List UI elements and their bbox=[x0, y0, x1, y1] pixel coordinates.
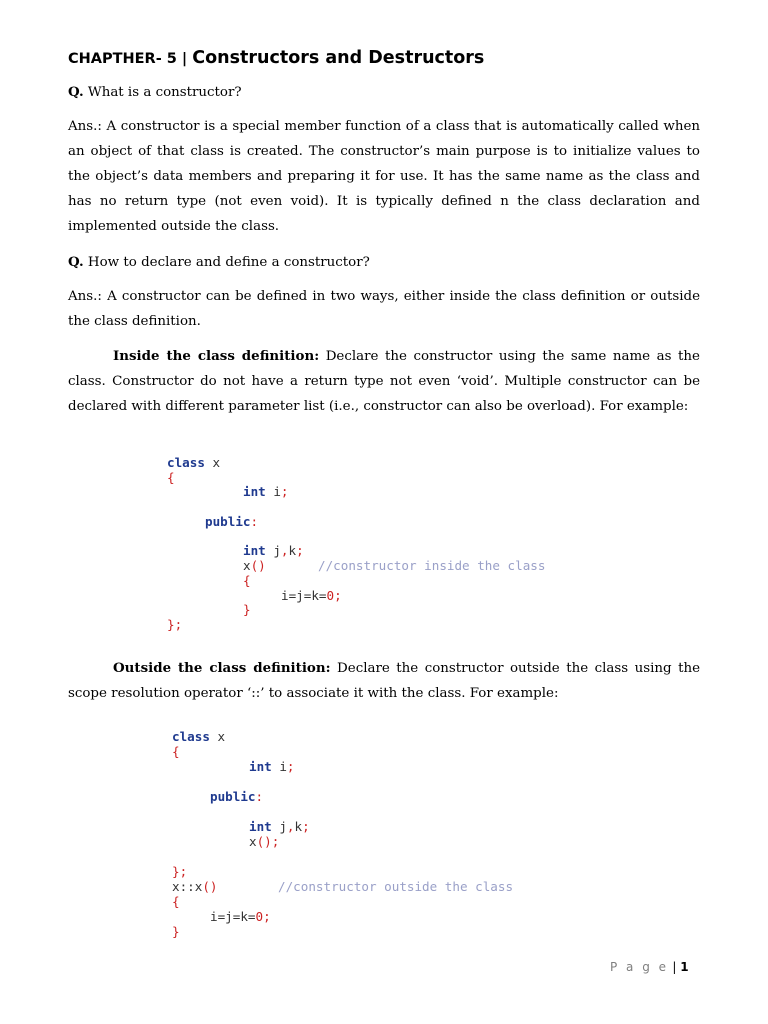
code1-ctor-open: { bbox=[243, 573, 251, 588]
outside-definition-paragraph bbox=[68, 656, 700, 706]
code1-line-class bbox=[167, 455, 220, 470]
inside-definition-paragraph bbox=[68, 344, 700, 419]
code2-line-scope: x::x() bbox=[172, 879, 218, 894]
code2-line-int-i: int i; bbox=[249, 759, 295, 774]
code2-def-open bbox=[172, 894, 180, 909]
code2-line-ctor-decl: x(); bbox=[249, 834, 280, 849]
code1-zero: 0 bbox=[326, 588, 335, 603]
code2-line-int-jk: int j,k; bbox=[249, 819, 310, 834]
code1-var-i: i bbox=[265, 484, 281, 499]
code1-ctor-name: x bbox=[243, 558, 251, 573]
code2-def-close bbox=[172, 924, 180, 939]
outside-definition-text: Declare the constructor outside the class using the scope resolution operator ‘::’ to associate it with the class. For example: bbox=[68, 661, 701, 701]
code2-var-i: i bbox=[271, 759, 287, 774]
code1-line-public: public: bbox=[205, 514, 259, 529]
answer-1: Ans.: A constructor is a special member function of a class that is automatically called when an object of that class is created. The constructor’s main purpose is to initialize values to the object’s data members and preparing it for use. It has the same name as the class and has no return type (not even void). It is typically defined n the class declaration and implemented outside the class. bbox=[68, 119, 700, 234]
inside-definition-text: Declare the constructor using the same name as the class. Constructor do not have a return type not even ‘void’. Multiple constructor can be declared with different parameter list (i.e., constructor can also be overload). For example: bbox=[68, 349, 700, 414]
question-2-label: Q. bbox=[68, 254, 84, 270]
chapter-title bbox=[68, 48, 484, 68]
chapter-main-title: Constructors and Destructors bbox=[192, 48, 485, 68]
code2-class-close bbox=[172, 864, 187, 879]
code2-public-keyword: public bbox=[210, 789, 256, 804]
question-1 bbox=[68, 82, 242, 103]
page-separator: | bbox=[668, 960, 681, 974]
code1-var-j: j bbox=[265, 543, 281, 558]
code1-ctor-close-text: } bbox=[243, 602, 251, 617]
code2-var-j: j bbox=[271, 819, 287, 834]
code2-var-k: k bbox=[294, 819, 303, 834]
chapter-prefix: CHAPTHER- 5 | bbox=[68, 51, 193, 67]
code1-comment: //constructor inside the class bbox=[318, 558, 546, 573]
code2-open-brace bbox=[172, 744, 180, 759]
code2-def-body: i=j=k=0; bbox=[210, 909, 271, 924]
code1-class-keyword: class bbox=[167, 455, 205, 470]
code2-def-close-text: } bbox=[172, 924, 180, 939]
code2-open-brace-text: { bbox=[172, 744, 180, 759]
code2-ctor-decl-name: x bbox=[249, 834, 257, 849]
code2-zero: 0 bbox=[255, 909, 264, 924]
page-footer bbox=[610, 960, 689, 974]
page-label: P a g e bbox=[610, 960, 669, 974]
code1-body-text: i=j=k= bbox=[281, 588, 327, 603]
code2-scope-name: x::x bbox=[172, 879, 203, 894]
code2-line-class bbox=[172, 729, 225, 744]
question-1-text: What is a constructor? bbox=[83, 85, 242, 100]
code1-line-int-jk: int j,k; bbox=[243, 543, 304, 558]
code1-class-close-text: }; bbox=[167, 617, 183, 632]
code2-class-name: x bbox=[209, 729, 226, 744]
code1-int-keyword: int bbox=[243, 484, 266, 499]
code1-line-ctor: x() bbox=[243, 558, 266, 573]
code2-int-keyword: int bbox=[249, 759, 272, 774]
code2-comment: //constructor outside the class bbox=[278, 879, 514, 894]
code1-class-close bbox=[167, 617, 182, 632]
answer-2: Ans.: A constructor can be defined in two ways, either inside the class definition or outside the class definition. bbox=[68, 289, 700, 329]
code1-int2-keyword: int bbox=[243, 543, 266, 558]
code1-ctor-body: i=j=k=0; bbox=[281, 588, 342, 603]
question-2 bbox=[68, 252, 370, 273]
code2-def-open-text: { bbox=[172, 894, 180, 909]
code2-line-public: public: bbox=[210, 789, 264, 804]
code1-class-name: x bbox=[204, 455, 221, 470]
code1-line-int-i: int i; bbox=[243, 484, 289, 499]
code1-open-brace-text: { bbox=[167, 470, 175, 485]
code1-ctor-close bbox=[243, 602, 251, 617]
code2-class-keyword: class bbox=[172, 729, 210, 744]
code1-open-brace bbox=[167, 470, 175, 485]
code2-body-text: i=j=k= bbox=[210, 909, 256, 924]
outside-definition-heading: Outside the class definition: bbox=[113, 660, 331, 676]
code2-int2-keyword: int bbox=[249, 819, 272, 834]
question-2-text: How to declare and define a constructor? bbox=[83, 255, 370, 270]
page-number: 1 bbox=[680, 960, 689, 974]
code1-public-keyword: public bbox=[205, 514, 251, 529]
code2-class-close-text: }; bbox=[172, 864, 188, 879]
code1-var-k: k bbox=[288, 543, 297, 558]
inside-definition-heading: Inside the class definition: bbox=[113, 348, 320, 364]
question-1-label: Q. bbox=[68, 84, 84, 100]
